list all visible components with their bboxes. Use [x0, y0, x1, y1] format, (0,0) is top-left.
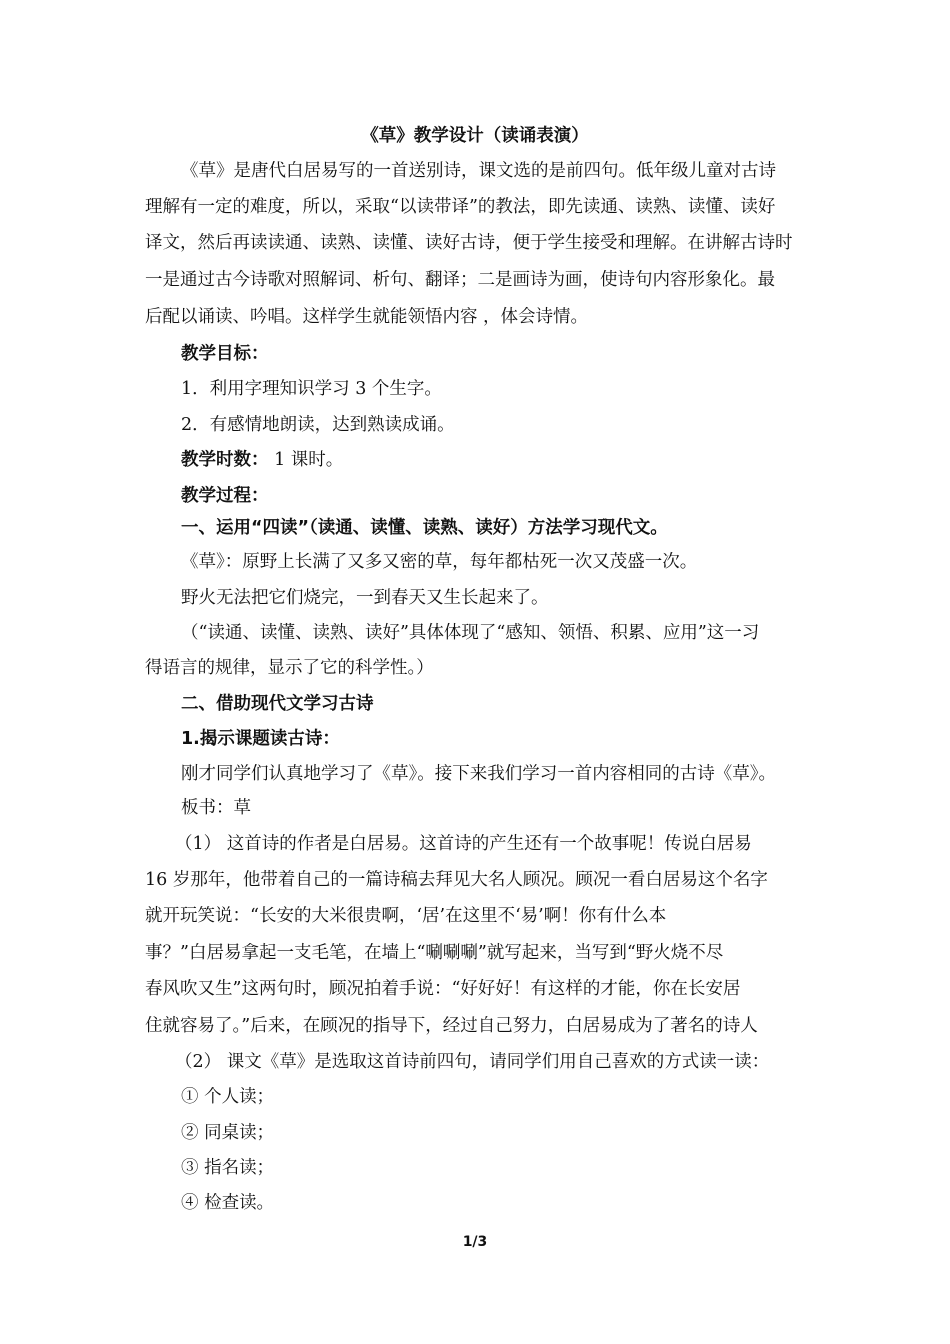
intro-line-1: 《草》是唐代白居易写的一首送别诗，课文选的是前四句。低年级儿童对古诗: [181, 161, 776, 181]
section1-heading: 一、运用“四读”（读通、读懂、读熟、读好）方法学习现代文。: [181, 518, 668, 538]
section1-line-2: 野火无法把它们烧完，一到春天又生长起来了。: [181, 588, 549, 608]
process-heading: 教学过程：: [181, 486, 269, 506]
hours-value: 1 课时。: [268, 450, 344, 470]
goal-item-2: 2．有感情地朗读，达到熟读成诵。: [181, 415, 455, 435]
story-line-2: 16 岁那年，他带着自己的一篇诗稿去拜见大名人顾况。顾况一看白居易这个名字: [145, 870, 768, 890]
intro-line-3: 译文，然后再读读通、读熟、读懂、读好古诗，便于学生接受和理解。在讲解古诗时: [145, 233, 793, 253]
read-item-1: ① 个人读；: [181, 1087, 275, 1107]
section1-line-1: 《草》：原野上长满了又多又密的草，每年都枯死一次又茂盛一次。: [181, 552, 698, 572]
hours-label: 教学时数：: [181, 450, 269, 470]
story-line-1: （1） 这首诗的作者是白居易。这首诗的产生还有一个故事呢！传说白居易: [175, 834, 752, 854]
document-title: 《草》教学设计（读诵表演）: [361, 126, 589, 146]
hours-line: [181, 448, 851, 472]
section1-note-line-1: （“读通、读懂、读熟、读好”具体体现了“感知、领悟、积累、应用”这一习: [181, 623, 760, 643]
story-line-6: 住就容易了。”后来，在顾况的指导下，经过自己努力，白居易成为了著名的诗人: [145, 1016, 758, 1036]
goal-item-1: 1．利用字理知识学习 3 个生字。: [181, 379, 442, 399]
intro-line-4: 一是通过古今诗歌对照解词、析句、翻译；二是画诗为画，使诗句内容形象化。最: [145, 270, 775, 290]
intro-line-5: 后配以诵读、吟唱。这样学生就能领悟内容 ，体会诗情。: [145, 307, 589, 327]
sub1-line-2: 板书：草: [181, 798, 251, 818]
read-item-4: ④ 检查读。: [181, 1193, 275, 1213]
step2-line: （2） 课文《草》是选取这首诗前四句，请同学们用自己喜欢的方式读一读：: [175, 1052, 770, 1072]
read-item-3: ③ 指名读；: [181, 1158, 275, 1178]
goals-heading: 教学目标：: [181, 344, 269, 364]
read-item-2: ② 同桌读；: [181, 1123, 275, 1143]
story-line-4: 事？”白居易拿起一支毛笔，在墙上“唰唰唰”就写起来，当写到“野火烧不尽: [145, 943, 724, 963]
section2-heading: 二、借助现代文学习古诗: [181, 694, 374, 714]
sub1-heading: 1.揭示课题读古诗：: [181, 729, 340, 749]
page-number: 1/3: [462, 1234, 488, 1250]
story-line-5: 春风吹又生”这两句时，顾况拍着手说：“好好好！有这样的才能，你在长安居: [145, 979, 741, 999]
intro-line-2: 理解有一定的难度，所以，采取“以读带译”的教法，即先读通、读熟、读懂、读好: [145, 197, 776, 217]
story-line-3: 就开玩笑说：“长安的大米很贵啊，‘居’在这里不‘易’啊！你有什么本: [145, 906, 667, 926]
sub1-line-1: 刚才同学们认真地学习了《草》。接下来我们学习一首内容相同的古诗《草》。: [181, 764, 776, 784]
section1-note-line-2: 得语言的规律，显示了它的科学性。）: [145, 658, 434, 678]
